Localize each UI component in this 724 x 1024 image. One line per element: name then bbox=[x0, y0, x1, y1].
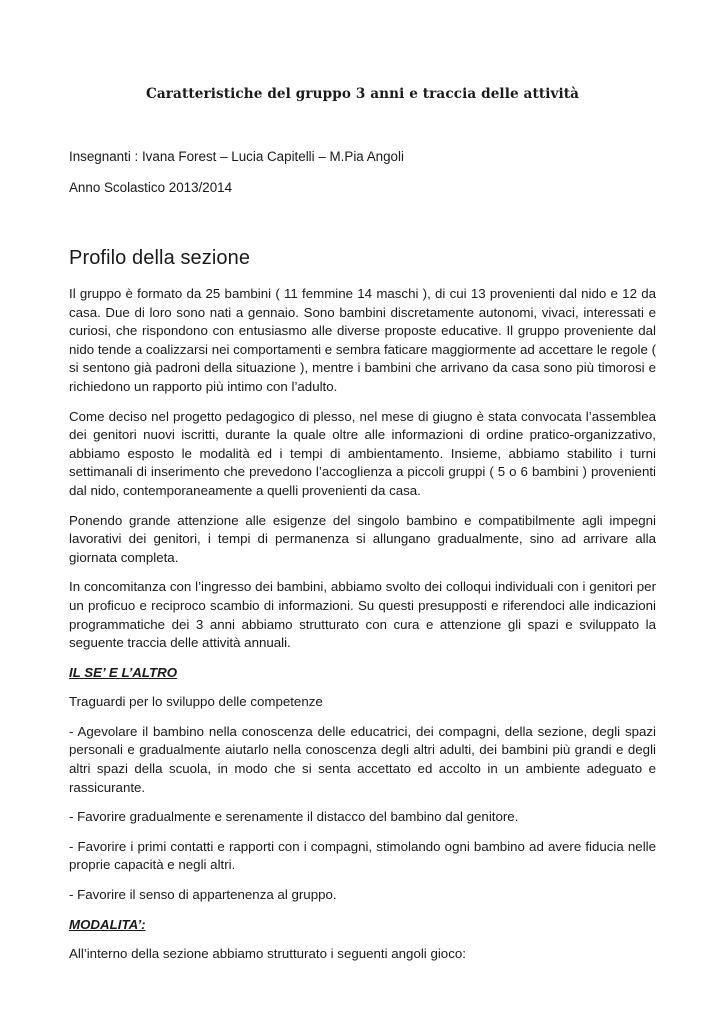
paragraph: Come deciso nel progetto pedagogico di plesso, nel mese di giugno è stata convocata l’assemblea dei genitori nuovi iscritti, durante la quale oltre alle informazioni di ordine pratico-organizzativo, abbiamo esposto le modalità ed i tempi di ambientamento. Insieme, abbiamo stabilito i turni settimanali di inserimento che prevedono l’accoglienza a piccoli gruppi ( 5 o 6 bambini ) provenienti dal nido, contemporaneamente a quelli provenienti da casa. bbox=[69, 408, 656, 498]
subheading-modality bbox=[69, 916, 656, 935]
list-item: - Favorire i primi contatti e rapporti con i compagni, stimolando ogni bambino ad avere fiducia nelle proprie capacità e negli altri. bbox=[69, 838, 656, 873]
subheading-text: MODALITA’: bbox=[69, 916, 146, 932]
school-year-line: Anno Scolastico 2013/2014 bbox=[69, 180, 233, 195]
list-item: - Favorire il senso di appartenenza al gruppo. bbox=[69, 887, 337, 903]
paragraph: Traguardi per lo sviluppo delle competenze bbox=[69, 694, 323, 710]
subheading-self-and-others bbox=[69, 664, 656, 683]
list-item: - Agevolare il bambino nella conoscenza delle educatrici, dei compagni, della sezione, degli spazi personali e gradualmente aiutarlo nella conoscenza degli altri adulti, dei bambini più grandi e degli altri spazi della scuola, in modo che si senta accettato ed accolto in un ambiente adeguato e rassicurante. bbox=[69, 723, 656, 795]
section-heading: Profilo della sezione bbox=[69, 247, 251, 269]
paragraph: In concomitanza con l’ingresso dei bambini, abbiamo svolto dei colloqui individuali con i genitori per un proficuo e reciproco scambio di informazioni. Su questi presupposti e riferendoci alle indicazioni programmatiche dei 3 anni abbiamo strutturato con cura e attenzione gli spazi e sviluppato la seguente traccia delle attività annuali. bbox=[69, 579, 656, 651]
teachers-line: Insegnanti : Ivana Forest – Lucia Capitelli – M.Pia Angoli bbox=[69, 149, 404, 164]
paragraph: Ponendo grande attenzione alle esigenze del singolo bambino e compatibilmente agli impegni lavorativi dei genitori, i tempi di permanenza si allungano gradualmente, sino ad arrivare alla giornata completa. bbox=[69, 512, 656, 565]
document-body bbox=[69, 285, 656, 975]
subheading-text: IL SE’ E L’ALTRO bbox=[69, 664, 178, 680]
paragraph: Il gruppo è formato da 25 bambini ( 11 femmine 14 maschi ), di cui 13 provenienti dal nido e 12 da casa. Due di loro sono nati a gennaio. Sono bambini discretamente autonomi, vivaci, interessati e curiosi, che rispondono con entusiasmo alle diverse proposte educative. Il gruppo proveniente dal nido tende a coalizzarsi nei comportamenti e sembra faticare maggiormente ad accettare le regole ( si sentono già padroni della situazione ), mentre i bambini che arrivano da casa sono più timorosi e richiedono un rapporto più intimo con l’adulto. bbox=[69, 286, 656, 394]
paragraph: All’interno della sezione abbiamo strutturato i seguenti angoli gioco: bbox=[69, 946, 466, 962]
list-item: - Favorire gradualmente e serenamente il distacco del bambino dal genitore. bbox=[69, 809, 519, 825]
document-title: Caratteristiche del gruppo 3 anni e traccia delle attività bbox=[145, 86, 580, 102]
